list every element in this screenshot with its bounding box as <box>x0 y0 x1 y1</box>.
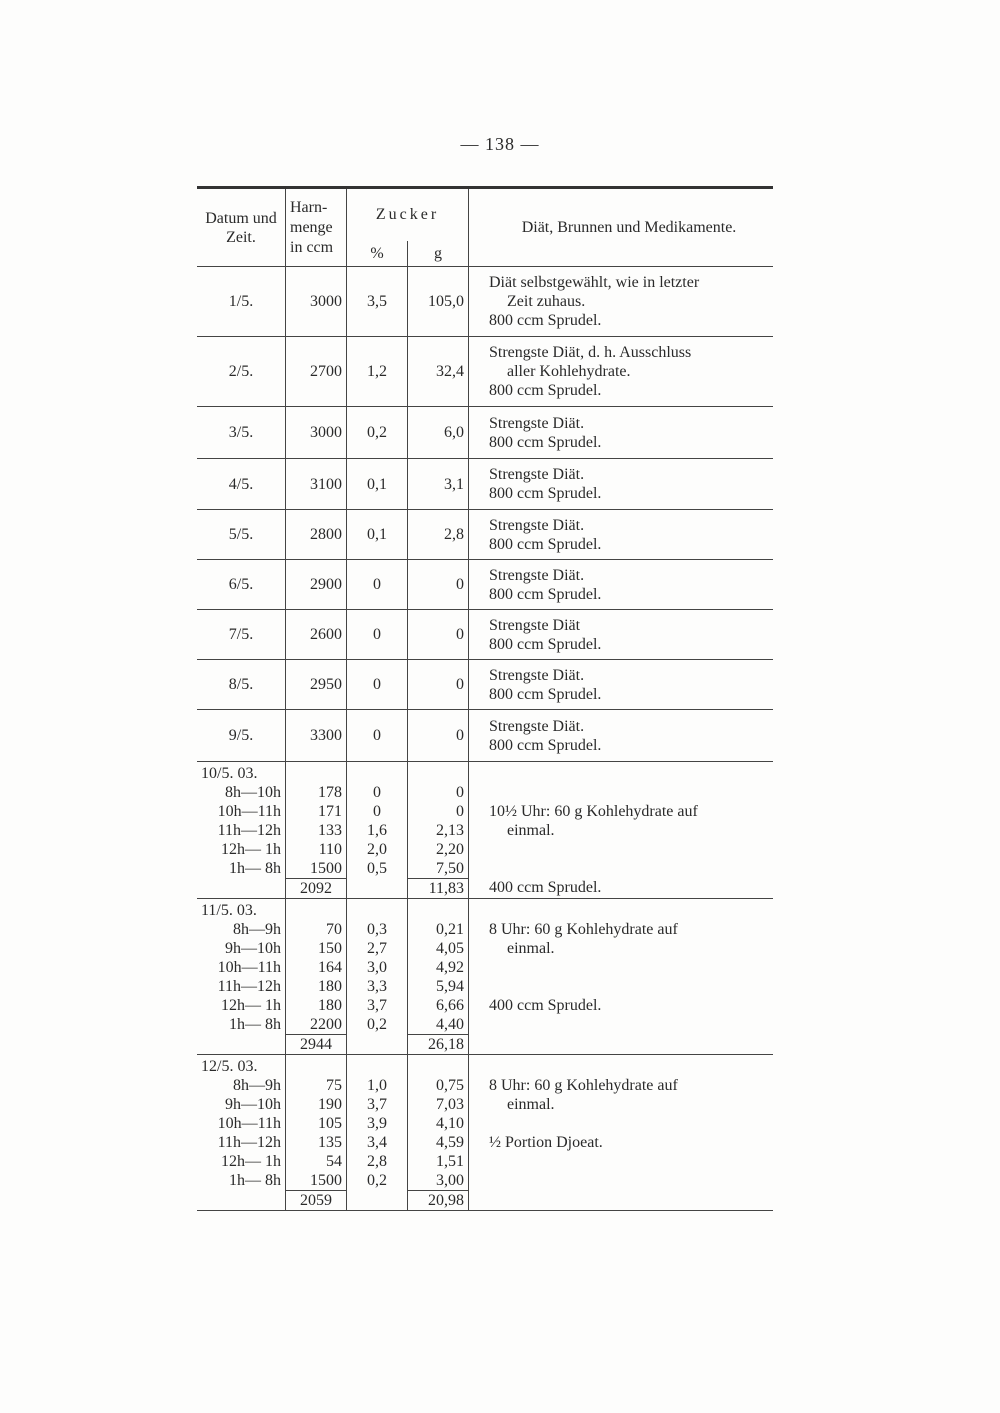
remarks-cell <box>469 1055 774 1211</box>
pct-value: 1,6 <box>367 822 387 839</box>
harnmenge-cell: 2700 <box>286 337 347 407</box>
sugar-grams-cell: 0 <box>408 710 469 762</box>
date-cell: 3/5. <box>197 407 286 459</box>
remark-line: 800 ccm Sprudel. <box>489 585 602 603</box>
remark-line <box>489 1034 769 1053</box>
remark-line: 8 Uhr: 60 g Kohlehydrate auf <box>489 921 678 938</box>
g-value: 1,51 <box>436 1153 464 1170</box>
date-cell <box>197 1055 286 1211</box>
g-value: 4,05 <box>436 940 464 957</box>
pct-value: 2,8 <box>367 1153 387 1170</box>
sugar-percent-cell: 1,2 <box>347 337 408 407</box>
harn-value: 70 <box>326 921 342 938</box>
harn-value: 1500 <box>310 860 342 877</box>
remark-line <box>489 1015 769 1034</box>
date-cell <box>197 762 286 899</box>
block-date: 10/5. 03. <box>201 765 258 782</box>
time-range: 8h—9h <box>233 1077 281 1094</box>
harn-value: 178 <box>318 784 342 801</box>
pct-value: 0,2 <box>367 1172 387 1189</box>
g-value: 5,94 <box>436 978 464 995</box>
g-value: 2,13 <box>436 822 464 839</box>
hourly-block <box>197 899 773 1055</box>
pct-value: 3,7 <box>367 997 387 1014</box>
remark-line: Strengste Diät. <box>489 466 585 483</box>
remark-line: 800 ccm Sprudel. <box>489 312 602 329</box>
harnmenge-cell: 2900 <box>286 560 347 610</box>
remark-line: 400 ccm Sprudel. <box>489 879 602 896</box>
time-range: 9h—10h <box>225 940 281 957</box>
remarks-cell <box>469 560 774 610</box>
remark-line <box>489 1171 769 1190</box>
sugar-percent-cell: 3,5 <box>347 267 408 337</box>
pct-value: 3,0 <box>367 959 387 976</box>
sugar-percent-cell <box>347 899 408 1055</box>
remark-line: Strengste Diät. <box>489 516 585 534</box>
time-range: 12h— 1h <box>221 997 281 1014</box>
harnmenge-cell: 3300 <box>286 710 347 762</box>
remarks-cell <box>469 762 774 899</box>
remark-line: 800 ccm Sprudel. <box>489 535 602 553</box>
time-range: 1h— 8h <box>229 860 281 877</box>
header-harnmenge: Harn-menge in ccm <box>286 188 347 267</box>
remark-line: einmal. <box>507 822 555 839</box>
sugar-percent-cell: 0 <box>347 660 408 710</box>
sum-value: 2944 <box>286 1034 346 1054</box>
remark-line <box>489 1057 769 1076</box>
sugar-percent-cell <box>347 762 408 899</box>
sugar-percent-cell: 0,2 <box>347 407 408 459</box>
pct-value: 3,3 <box>367 978 387 995</box>
g-value: 0,75 <box>436 1077 464 1094</box>
spacer <box>351 1057 403 1076</box>
harnmenge-cell: 2800 <box>286 510 347 560</box>
spacer <box>351 1190 403 1209</box>
date-cell: 5/5. <box>197 510 286 560</box>
remarks-cell <box>469 610 774 660</box>
remark-line <box>489 859 769 878</box>
time-range: 12h— 1h <box>221 1153 281 1170</box>
remark-line <box>489 764 769 783</box>
pct-value: 0,5 <box>367 860 387 877</box>
date-cell: 1/5. <box>197 267 286 337</box>
spacer <box>290 901 342 920</box>
sugar-grams-cell <box>408 899 469 1055</box>
pct-value: 2,0 <box>367 841 387 858</box>
sugar-grams-cell: 105,0 <box>408 267 469 337</box>
spacer <box>290 764 342 783</box>
remark-line: aller Kohlehydrate. <box>507 363 631 380</box>
harn-value: 164 <box>318 959 342 976</box>
g-value: 0 <box>456 784 464 801</box>
g-value: 4,92 <box>436 959 464 976</box>
table-row <box>197 560 773 610</box>
remark-line: Strengste Diät. <box>489 666 585 684</box>
pct-value: 3,4 <box>367 1134 387 1151</box>
time-range: 8h—10h <box>225 784 281 801</box>
harn-value: 171 <box>318 803 342 820</box>
remark-line <box>489 840 769 859</box>
remark-line: 8 Uhr: 60 g Kohlehydrate auf <box>489 1077 678 1094</box>
remarks-cell <box>469 510 774 560</box>
sugar-percent-cell: 0,1 <box>347 510 408 560</box>
urine-sugar-table <box>197 186 773 1211</box>
harn-value: 105 <box>318 1115 342 1132</box>
sugar-percent-cell <box>347 1055 408 1211</box>
remark-line: einmal. <box>507 1096 555 1113</box>
remarks-cell <box>469 407 774 459</box>
harnmenge-cell <box>286 899 347 1055</box>
sugar-grams-cell: 32,4 <box>408 337 469 407</box>
harnmenge-cell: 2600 <box>286 610 347 660</box>
remark-line <box>489 1152 769 1171</box>
harn-value: 190 <box>318 1096 342 1113</box>
sugar-grams-cell <box>408 1055 469 1211</box>
harn-value: 180 <box>318 978 342 995</box>
table-row <box>197 267 773 337</box>
table-row <box>197 337 773 407</box>
harnmenge-cell: 3100 <box>286 459 347 510</box>
remark-line: einmal. <box>507 940 555 957</box>
harn-value: 2200 <box>310 1016 342 1033</box>
g-value: 4,40 <box>436 1016 464 1033</box>
sugar-grams-cell: 6,0 <box>408 407 469 459</box>
spacer <box>412 1057 464 1076</box>
spacer <box>412 901 464 920</box>
harnmenge-cell <box>286 1055 347 1211</box>
time-range: 1h— 8h <box>229 1016 281 1033</box>
sugar-grams-cell: 0 <box>408 560 469 610</box>
sum-value: 2059 <box>286 1190 346 1210</box>
pct-value: 0 <box>373 784 381 801</box>
time-range: 10h—11h <box>217 803 281 820</box>
table-row <box>197 459 773 510</box>
remark-line: 800 ccm Sprudel. <box>489 736 602 754</box>
table-row <box>197 407 773 459</box>
remark-line: Strengste Diät. <box>489 414 585 432</box>
time-range: 11h—12h <box>217 1134 281 1151</box>
remark-line: ½ Portion Djoeat. <box>489 1134 603 1151</box>
spacer <box>351 1034 403 1053</box>
g-value: 7,50 <box>436 860 464 877</box>
table-row <box>197 710 773 762</box>
g-value: 2,20 <box>436 841 464 858</box>
sugar-grams-cell: 0 <box>408 610 469 660</box>
g-value: 0 <box>456 803 464 820</box>
sum-value: 20,98 <box>408 1190 468 1210</box>
remarks-cell <box>469 267 774 337</box>
spacer <box>351 901 403 920</box>
remark-line <box>489 1114 769 1133</box>
remarks-cell <box>469 337 774 407</box>
remark-line: Strengste Diät <box>489 616 581 634</box>
time-range: 8h—9h <box>233 921 281 938</box>
remarks-cell <box>469 660 774 710</box>
time-range: 9h—10h <box>225 1096 281 1113</box>
sugar-grams-cell: 3,1 <box>408 459 469 510</box>
remark-line <box>489 977 769 996</box>
date-cell: 6/5. <box>197 560 286 610</box>
remark-line <box>489 958 769 977</box>
sugar-percent-cell: 0,1 <box>347 459 408 510</box>
pct-value: 0,3 <box>367 921 387 938</box>
g-value: 7,03 <box>436 1096 464 1113</box>
pct-value: 2,7 <box>367 940 387 957</box>
time-range: 12h— 1h <box>221 841 281 858</box>
remark-line <box>489 901 769 920</box>
harn-value: 180 <box>318 997 342 1014</box>
spacer <box>290 1057 342 1076</box>
harn-value: 1500 <box>310 1172 342 1189</box>
sum-value: 26,18 <box>408 1034 468 1054</box>
remark-line <box>489 783 769 802</box>
remark-line: 800 ccm Sprudel. <box>489 382 602 399</box>
harnmenge-cell <box>286 762 347 899</box>
sugar-grams-cell: 0 <box>408 660 469 710</box>
g-value: 6,66 <box>436 997 464 1014</box>
remark-line: Strengste Diät, d. h. Ausschluss <box>489 344 692 361</box>
spacer <box>412 764 464 783</box>
sum-value: 11,83 <box>408 878 468 898</box>
date-cell <box>197 899 286 1055</box>
remark-line: 800 ccm Sprudel. <box>489 635 602 653</box>
pct-value: 3,7 <box>367 1096 387 1113</box>
time-range: 11h—12h <box>217 822 281 839</box>
remark-line: Zeit zuhaus. <box>507 293 586 310</box>
remark-line: 10½ Uhr: 60 g Kohlehydrate auf <box>489 803 698 820</box>
remark-line: Strengste Diät. <box>489 566 585 584</box>
date-cell: 4/5. <box>197 459 286 510</box>
header-datum: Datum und Zeit. <box>197 188 286 267</box>
harn-value: 110 <box>318 841 342 858</box>
remarks-cell <box>469 710 774 762</box>
remark-line: 800 ccm Sprudel. <box>489 685 602 703</box>
pct-value: 3,9 <box>367 1115 387 1132</box>
g-value: 4,59 <box>436 1134 464 1151</box>
remark-line: 800 ccm Sprudel. <box>489 433 602 451</box>
date-cell: 2/5. <box>197 337 286 407</box>
sugar-grams-cell <box>408 762 469 899</box>
block-date: 12/5. 03. <box>201 1058 258 1075</box>
hourly-block <box>197 1055 773 1211</box>
remark-line: Diät selbstgewählt, wie in letzter <box>489 274 700 291</box>
table-row <box>197 610 773 660</box>
harn-value: 135 <box>318 1134 342 1151</box>
remark-line: 800 ccm Sprudel. <box>489 485 602 502</box>
harn-value: 133 <box>318 822 342 839</box>
g-value: 3,00 <box>436 1172 464 1189</box>
time-range: 10h—11h <box>217 959 281 976</box>
spacer <box>351 764 403 783</box>
remarks-cell <box>469 899 774 1055</box>
date-cell: 7/5. <box>197 610 286 660</box>
harn-value: 54 <box>326 1153 342 1170</box>
g-value: 0,21 <box>436 921 464 938</box>
spacer <box>351 878 403 897</box>
sugar-grams-cell: 2,8 <box>408 510 469 560</box>
table-row <box>197 660 773 710</box>
sugar-percent-cell: 0 <box>347 560 408 610</box>
remark-line: 400 ccm Sprudel. <box>489 997 602 1014</box>
remark-line: Strengste Diät. <box>489 717 585 735</box>
block-date: 11/5. 03. <box>201 902 257 919</box>
table-row <box>197 510 773 560</box>
harn-value: 75 <box>326 1077 342 1094</box>
page-number: — 138 — <box>460 134 540 154</box>
sum-value: 2092 <box>286 878 346 898</box>
harnmenge-cell: 3000 <box>286 407 347 459</box>
pct-value: 0,2 <box>367 1016 387 1033</box>
g-value: 4,10 <box>436 1115 464 1132</box>
sugar-percent-cell: 0 <box>347 710 408 762</box>
time-range: 1h— 8h <box>229 1172 281 1189</box>
time-range: 10h—11h <box>217 1115 281 1132</box>
harnmenge-cell: 3000 <box>286 267 347 337</box>
header-remarks: Diät, Brunnen und Medikamente. <box>469 188 774 267</box>
hourly-block <box>197 762 773 899</box>
date-cell: 8/5. <box>197 660 286 710</box>
remark-line <box>489 1190 769 1209</box>
remarks-cell <box>469 459 774 510</box>
sugar-percent-cell: 0 <box>347 610 408 660</box>
pct-value: 0 <box>373 803 381 820</box>
pct-value: 1,0 <box>367 1077 387 1094</box>
header-zucker: Zucker % g <box>347 188 469 267</box>
date-cell: 9/5. <box>197 710 286 762</box>
harn-value: 150 <box>318 940 342 957</box>
time-range: 11h—12h <box>217 978 281 995</box>
harnmenge-cell: 2950 <box>286 660 347 710</box>
